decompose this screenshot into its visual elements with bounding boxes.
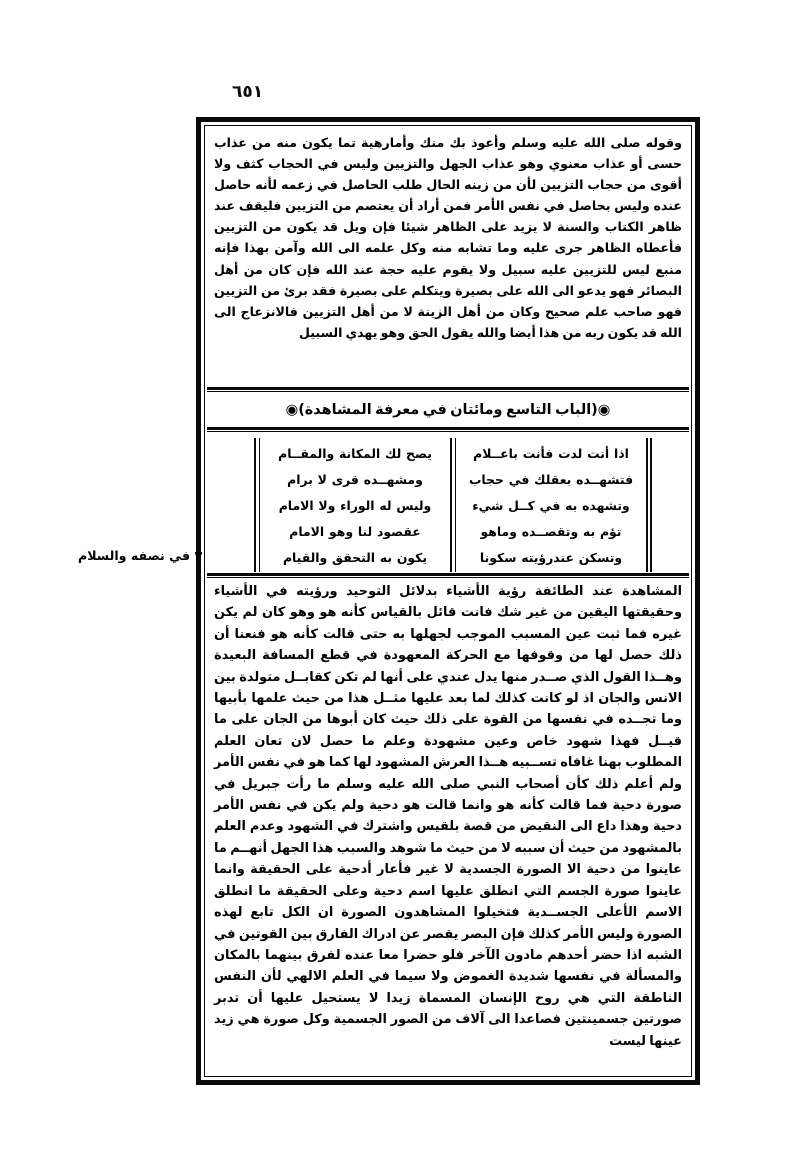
verse-hemistich-left: يصح لك المكانة والمقــام: [278, 445, 432, 461]
page-border-inner: [204, 125, 692, 1077]
verse-column-divider: [448, 518, 458, 544]
verse-right-edge-rule: [644, 440, 653, 466]
verse-column-divider: [448, 440, 458, 466]
page-number: ٦٥١: [232, 82, 264, 102]
verse-table-container: [253, 440, 653, 570]
marginal-note: ٣ في نصفه والسلام: [78, 548, 203, 563]
verse-column-divider: [448, 466, 458, 492]
table-row: [253, 492, 653, 518]
table-row: [253, 440, 653, 466]
verse-hemistich-right: اذا أنت لدت فأنت باعــلام: [473, 445, 629, 461]
verse-left-edge-rule: [253, 492, 262, 518]
table-row: [253, 518, 653, 544]
body-paragraph: [205, 581, 691, 1052]
verse-hemistich-right: وتسكن عندرؤيته سكونا: [479, 549, 623, 565]
verse-right-edge-rule: [644, 466, 653, 492]
top-paragraph: [205, 132, 691, 343]
verse-hemistich-right: تؤم به وتقصــده وماهو: [480, 523, 622, 539]
verse-hemistich-right: وتشهده به في كــل شيء: [472, 497, 630, 513]
rule-below-chapter-title: [207, 427, 689, 432]
chapter-heading: ◉(الباب التاسع ومائتان في معرفة المشاهدة)◉: [285, 402, 611, 418]
body-text-block: [205, 581, 691, 1068]
verse-table: [253, 440, 653, 570]
verse-hemistich-left: عقصود لنا وهو الامام: [289, 523, 421, 539]
table-row: [253, 466, 653, 492]
rule-above-body-text: [207, 573, 689, 578]
verse-left-edge-rule: [253, 440, 262, 466]
verse-left-edge-rule: [253, 518, 262, 544]
verse-column-divider: [448, 492, 458, 518]
verse-hemistich-right: فتشهــده بعقلك في حجاب: [468, 471, 634, 487]
verse-column-divider: [448, 544, 458, 570]
verse-left-edge-rule: [253, 466, 262, 492]
verse-hemistich-left: وليس له الوراء ولا الامام: [278, 497, 432, 513]
table-row: [253, 544, 653, 570]
body-paragraph-text: المشاهدة عند الطائفة رؤية الأشياء بدلائل التوحيد ورؤيته في الأشياء وحقيقتها اليقين من غير شك فانت قائل بالقياس كأنه هو وهو كان لم يكن غيره فما ثبت عين المسبب الموجب لجهلها به حتى قالت كأنه هو فنعنا أن ذلك حصل لها من وقوفها مع الحركة المعهودة في قطع المسافة البعيدة وهــذا القول الذي صــدر منها يدل عندي على أنها لم تكن كقابــل متولدة بين الانس والجان اذ لو كانت كذلك لما بعد عليها مثــل هذا من حيث علمها بأبيها وما تجــده في نفسها من القوة على ذلك حيث كان أبوها من الجان على ما قيــل فهذا شهود خاص وعين مشهودة وعلم ما حصل لان تعان العلم المطلوب بهنا غافاه تســبيه هــذا العرش المشهود لها كما هو في نفس الأمر ولم أعلم ذلك كأن أصحاب النبي صلى الله عليه وسلم ما رأت جبريل في صورة دحية فما قالت كأنه هو وانما قالت هو دحية ولم يكن في نفس الأمر دحية وهذا داع الى النقيض من قصة بلقيس واشترك في الشهود وعدم العلم بالمشهود من حيث أن سببه لا من حيث ما شوهد والسبب هذا الجهل أنهــم ما عاينوا من دحية الا الصورة الجسدية لا غير فأعار أدحية على الحقيقة وانما عاينوا صورة الجسم التي انطلق عليها اسم دحية وعلى الحقيقة ما انطلق الاسم الأعلى الجســدية فتخيلوا المشاهدون الصورة ان الكل تابع لهذه الصورة وليس الأمر كذلك فإن البصر يقصر عن ادراك الفارق بين القوتين في الشبه اذا حضر أحدهم مادون الآخر فلو حضرا معا عنده لفرق بينهما بالمكان والمسألة في نفسها شديدة الغموض ولا سيما في العلم الالهي لأن النفس الناطقة التي هي روح الإنسان المسماة زيدا لا يستحيل عليها أن تدبر صورتين جسمينتين فصاعدا الى آلاف من الصور الجسمية وكل صورة هي زيد عينها ليست: [214, 584, 682, 1049]
top-text-block: [205, 132, 691, 384]
page-border-frame: [196, 117, 700, 1085]
rule-above-chapter-title: [207, 387, 689, 392]
top-paragraph-text: وقوله صلى الله عليه وسلم وأعوذ بك منك وأمارهية تما يكون منه من عذاب حسى أو عذاب معنوي وهو عذاب الجهل والتزيين وليس في الحجاب كثف ولا أقوى من حجاب التزيين لأن من زينه الحال طلب الحاصل في زعمه لأنه حاصل عنده وليس بحاصل في نفس الأمر فمن أراد أن يعتصم من التزيين فليقف عند ظاهر الكتاب والسنة لا يزيد على الظاهر شيئا فإن ويل قد يكون من التزيين فأعطاه الظاهر جرى عليه وما تشابه منه وكل علمه الى الله وآمن بهذا فإنه منبع ليس للتزيين عليه سبيل ولا يقوم عليه حجة عند الله فإن كان من أهل البصائر فهو يدعو الى الله على بصيرة ويتكلم على بصيرة فقد برئ من التزيين فهو صاحب علم صحيح وكان من أهل الزينة لا من أهل التزيين فالانزعاج الى الله قد يكون ربه من هذا أيضا والله يقول الحق وهو يهدي السبيل: [214, 135, 682, 340]
verse-hemistich-left: ومشهــده قرى لا برام: [287, 471, 423, 487]
verse-right-edge-rule: [644, 544, 653, 570]
verse-right-edge-rule: [644, 518, 653, 544]
verse-left-edge-rule: [253, 544, 262, 570]
verse-right-edge-rule: [644, 492, 653, 518]
verse-hemistich-left: يكون به التحقق والقيام: [282, 549, 428, 565]
